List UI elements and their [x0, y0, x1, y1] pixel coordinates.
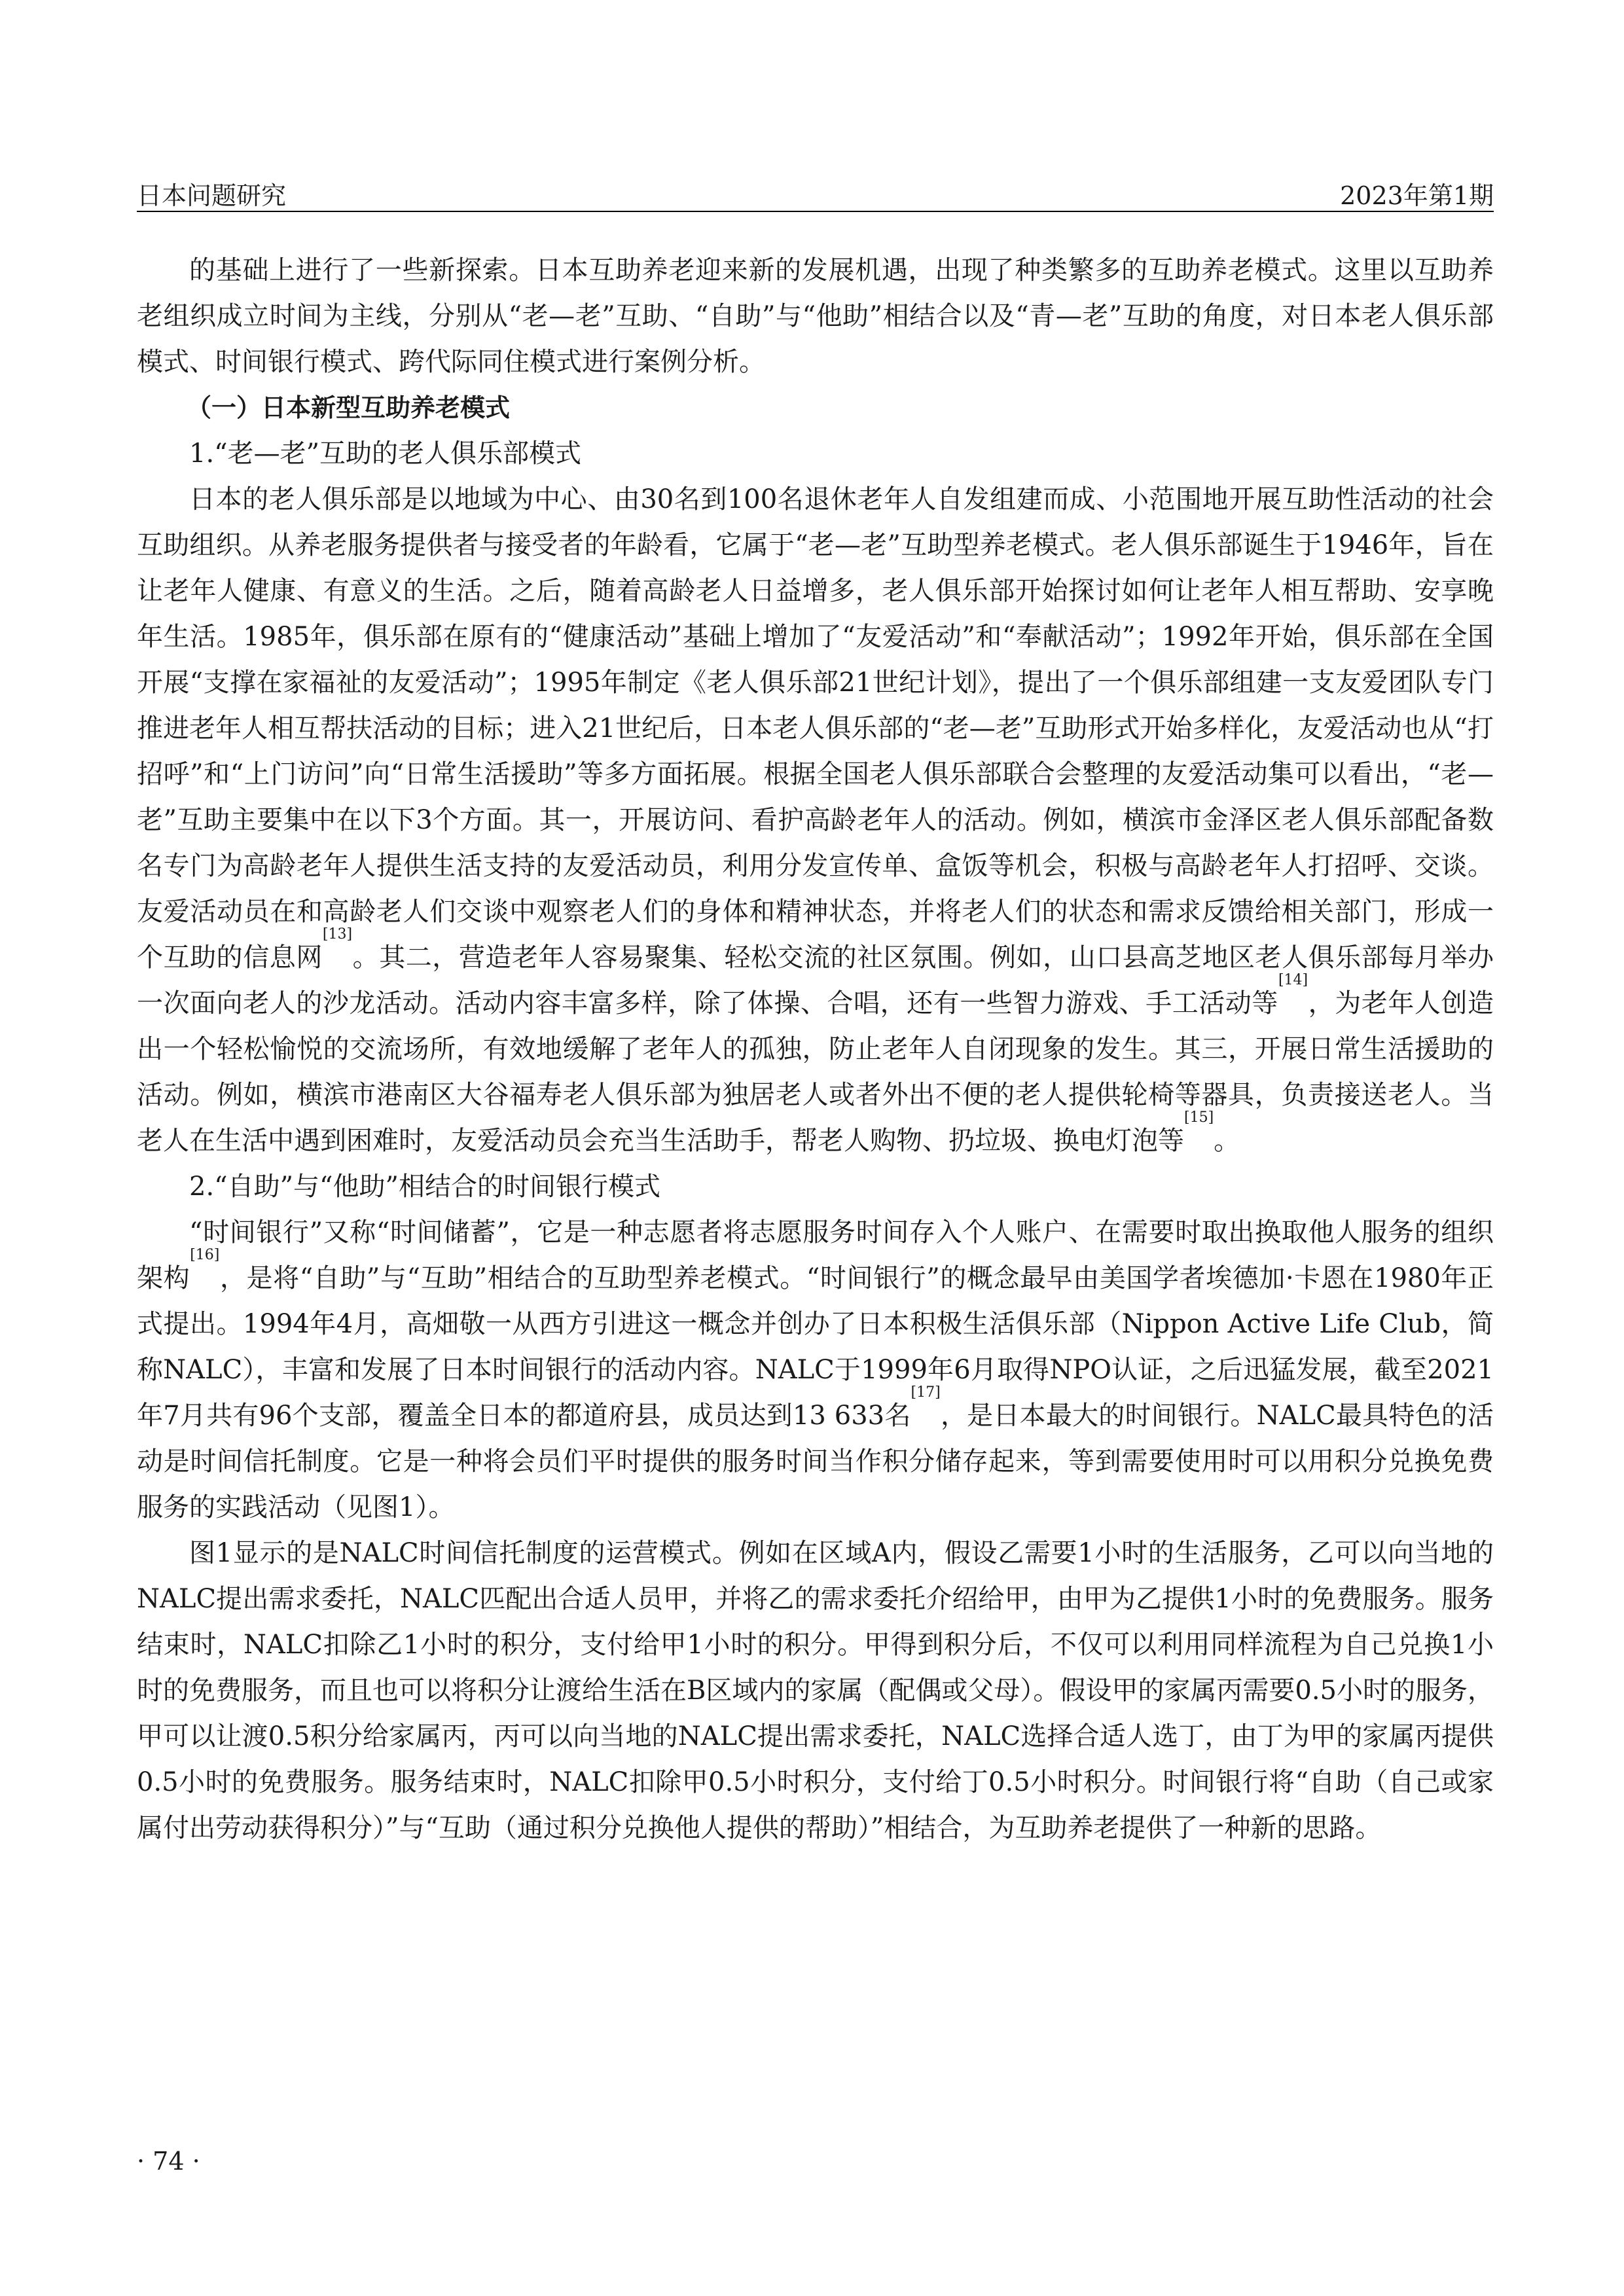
page-number: · 74 · [137, 2147, 200, 2176]
paragraph-text: “时间银行”又称“时间储蓄”，它是一种志愿者将志愿服务时间存入个人账户、在需要时取出换取他人服务的组织架构 [137, 1217, 1494, 1293]
subsection-heading-1: 1.“老—老”互助的老人俱乐部模式 [189, 439, 582, 469]
section-heading: （一）日本新型互助养老模式 [187, 393, 511, 422]
paragraph-text: ，是将“自助”与“互助”相结合的互助型养老模式。“时间银行”的概念最早由美国学者埃德加·卡恩在1980年正式提出。1994年4月，高畑敬一从西方引进这一概念并创办了日本积极生活俱乐部（Nippon Active Life Club，简称NALC），丰富和发展了日本时间银行的活动内容。NALC于1999年6月取得NPO认证，之后迅猛发展，截至2021年7月共有96个支部，覆盖全日本的都道府县，成员达到13 633名 [137, 1263, 1494, 1431]
paragraph-intro: 的基础上进行了一些新探索。日本互助养老迎来新的发展机遇，出现了种类繁多的互助养老模式。这里以互助养老组织成立时间为主线，分别从“老—老”互助、“自助”与“他助”相结合以及“青—老”互助的角度，对日本老人俱乐部模式、时间银行模式、跨代际同住模式进行案例分析。 [137, 255, 1494, 377]
citation-14: [14] [1278, 972, 1308, 988]
citation-17: [17] [911, 1384, 941, 1401]
running-header [137, 175, 1494, 212]
citation-15: [15] [1184, 1109, 1214, 1126]
paragraph-time-bank [137, 1210, 1494, 1530]
paragraph-club [137, 476, 1494, 1164]
paragraph-text: ，为老年人创造出一个轻松愉悦的交流场所，有效地缓解了老年人的孤独，防止老年人自闭现象的发生。其三，开展日常生活援助的活动。例如，横滨市港南区大谷福寿老人俱乐部为独居老人或者外出不便的老人提供轮椅等器具，负责接送老人。当老人在生活中遇到困难时，友爱活动员会充当生活助手，帮老人购物、扔垃圾、换电灯泡等 [137, 988, 1494, 1156]
paragraph-text: 。其二，营造老年人容易聚集、轻松交流的社区氛围。例如，山口县高芝地区老人俱乐部每月举办一次面向老人的沙龙活动。活动内容丰富多样，除了体操、合唱，还有一些智力游戏、手工活动等 [137, 942, 1494, 1018]
paragraph-text: 。 [1214, 1126, 1240, 1156]
paragraph-text: 日本的老人俱乐部是以地域为中心、由30名到100名退休老年人自发组建而成、小范围地开展互助性活动的社会互助组织。从养老服务提供者与接受者的年龄看，它属于“老—老”互助型养老模式。老人俱乐部诞生于1946年，旨在让老年人健康、有意义的生活。之后，随着高龄老人日益增多，老人俱乐部开始探讨如何让老年人相互帮助、安享晚年生活。1985年，俱乐部在原有的“健康活动”基础上增加了“友爱活动”和“奉献活动”；1992年开始，俱乐部在全国开展“支撑在家福祉的友爱活动”；1995年制定《老人俱乐部21世纪计划》，提出了一个俱乐部组建一支友爱团队专门推进老年人相互帮扶活动的目标；进入21世纪后，日本老人俱乐部的“老—老”互助形式开始多样化，友爱活动也从“打招呼”和“上门访问”向“日常生活援助”等多方面拓展。根据全国老人俱乐部联合会整理的友爱活动集可以看出，“老—老”互助主要集中在以下3个方面。其一，开展访问、看护高龄老年人的活动。例如，横滨市金泽区老人俱乐部配备数名专门为高龄老年人提供生活支持的友爱活动员，利用分发宣传单、盒饭等机会，积极与高龄老年人打招呼、交谈。友爱活动员在和高龄老人们交谈中观察老人们的身体和精神状态，并将老人们的状态和需求反馈给相关部门，形成一个互助的信息网 [137, 484, 1494, 973]
issue-number: 2023年第1期 [1340, 181, 1494, 210]
paragraph-figure-explanation: 图1显示的是NALC时间信托制度的运营模式。例如在区域A内，假设乙需要1小时的生活服务，乙可以向当地的NALC提出需求委托，NALC匹配出合适人员甲，并将乙的需求委托介绍给甲，由甲为乙提供1小时的免费服务。服务结束时，NALC扣除乙1小时的积分，支付给甲1小时的积分。甲得到积分后，不仅可以利用同样流程为自己兑换1小时的免费服务，而且也可以将积分让渡给生活在B区域内的家属（配偶或父母）。假设甲的家属丙需要0.5小时的服务，甲可以让渡0.5积分给家属丙，丙可以向当地的NALC提出需求委托，NALC选择合适人选丁，由丁为甲的家属丙提供0.5小时的免费服务。服务结束时，NALC扣除甲0.5小时积分，支付给丁0.5小时积分。时间银行将“自助（自己或家属付出劳动获得积分）”与“互助（通过积分兑换他人提供的帮助）”相结合，为互助养老提供了一种新的思路。 [137, 1538, 1494, 1843]
article-body [137, 247, 1494, 1851]
journal-title: 日本问题研究 [137, 181, 287, 210]
citation-13: [13] [322, 926, 353, 942]
subsection-heading-2: 2.“自助”与“他助”相结合的时间银行模式 [189, 1172, 660, 1202]
citation-16: [16] [190, 1247, 220, 1263]
paragraph-text: ，是日本最大的时间银行。NALC最具特色的活动是时间信托制度。它是一种将会员们平时提供的服务时间当作积分储存起来，等到需要使用时可以用积分兑换免费服务的实践活动（见图1）。 [137, 1401, 1494, 1522]
